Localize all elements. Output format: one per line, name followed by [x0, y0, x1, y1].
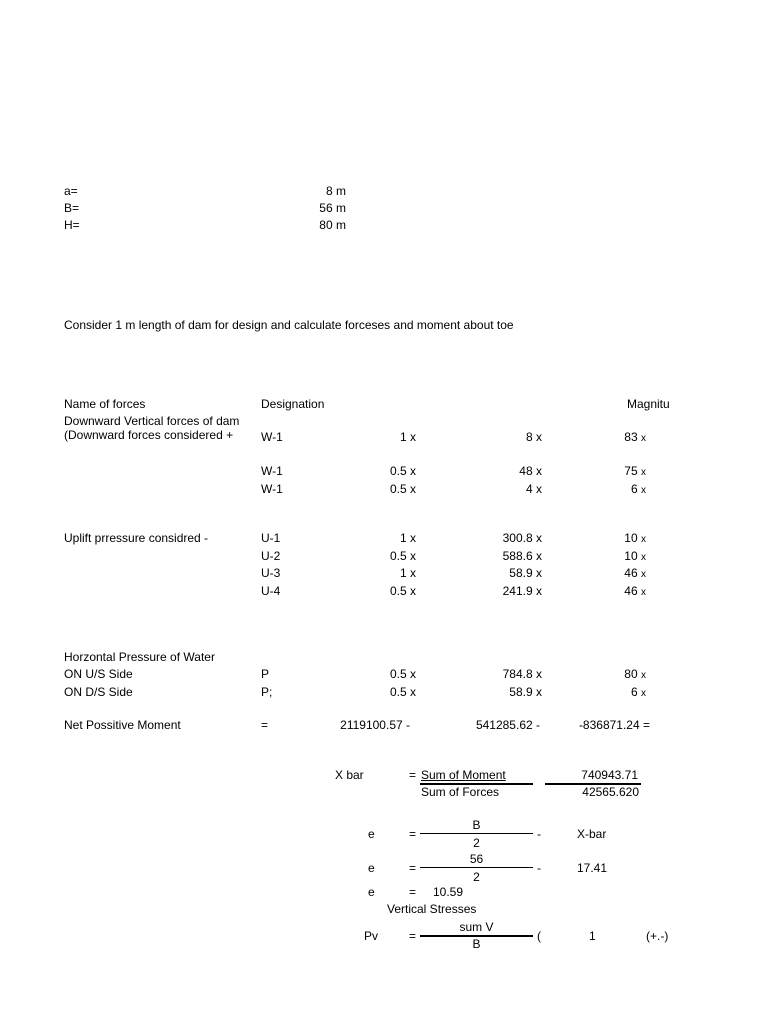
- value-cell: 58.9 x: [509, 685, 542, 699]
- xbar-eq: =: [409, 768, 417, 782]
- designation-cell: U-3: [261, 566, 281, 580]
- net-moment-v1: 2119100.57 -: [340, 718, 410, 732]
- e2-numerator: 56: [469, 852, 484, 866]
- uplift-label: Uplift prressure considred -: [64, 531, 209, 545]
- magnitude-cell: 6 x: [630, 685, 646, 699]
- param-label-b: B=: [64, 201, 80, 215]
- value-cell: 58.9 x: [509, 566, 542, 580]
- horizontal-label: Horzontal Pressure of Water: [64, 650, 215, 664]
- coef-cell: 0.5 x: [389, 667, 416, 681]
- value-cell: 784.8 x: [502, 667, 542, 681]
- xbar-numerator-value: 740943.71: [581, 768, 638, 782]
- xbar-numerator-text: Sum of Moment: [421, 768, 506, 782]
- value-cell: 48 x: [519, 464, 542, 478]
- value-cell: 241.9 x: [502, 584, 542, 598]
- designation-cell: W-1: [261, 464, 283, 478]
- magnitude-cell: 46 x: [624, 584, 646, 598]
- xbar-denominator-value: 42565.620: [582, 785, 639, 799]
- designation-cell: W-1: [261, 482, 283, 496]
- coef-cell: 0.5 x: [389, 549, 416, 563]
- net-moment-eq: =: [261, 718, 269, 732]
- net-moment-v2: 541285.62 -: [475, 718, 540, 732]
- param-value-h: 80 m: [319, 218, 346, 232]
- pv-eq: =: [409, 929, 417, 943]
- coef-cell: 1 x: [399, 531, 416, 545]
- coef-cell: 1 x: [399, 566, 416, 580]
- designation-cell: P: [261, 667, 270, 681]
- e3-label: e: [368, 885, 375, 899]
- value-cell: 4 x: [525, 482, 542, 496]
- consider-text: Consider 1 m length of dam for design and calculate forceses and moment about toe: [64, 318, 514, 332]
- pv-denominator: B: [472, 937, 481, 951]
- downward-label: Downward Vertical forces of dam: [64, 414, 240, 428]
- vertical-stresses-title: Vertical Stresses: [387, 902, 477, 916]
- magnitude-cell: 80 x: [624, 667, 646, 681]
- magnitude-cell: 75 x: [624, 464, 646, 478]
- designation-cell: P;: [261, 685, 273, 699]
- xbar-label: X bar: [335, 768, 364, 782]
- magnitude-cell: 10 x: [624, 531, 646, 545]
- designation-cell: U-2: [261, 549, 281, 563]
- pv-one: 1: [589, 929, 596, 943]
- param-label-h: H=: [64, 218, 80, 232]
- coef-cell: 0.5 x: [389, 584, 416, 598]
- designation-cell: W-1: [261, 430, 283, 444]
- coef-cell: 0.5 x: [389, 482, 416, 496]
- param-value-b: 56 m: [319, 201, 346, 215]
- e2-denominator: 2: [473, 870, 480, 884]
- pv-label: Pv: [364, 929, 379, 943]
- coef-cell: 0.5 x: [389, 685, 416, 699]
- e1-fraction-line: [420, 833, 533, 834]
- e3-value: 10.59: [433, 885, 464, 899]
- e1-numerator: B: [472, 818, 481, 832]
- e2-fraction-line: [420, 867, 533, 868]
- e3-eq: =: [409, 885, 417, 899]
- us-side-label: ON U/S Side: [64, 667, 133, 681]
- header-designation: Designation: [261, 397, 325, 411]
- header-magnitude: Magnitu: [627, 397, 670, 411]
- e2-minus: -: [537, 861, 541, 875]
- downward-sign-note: (Downward forces considered +: [64, 428, 234, 442]
- pv-numerator: sum V: [459, 920, 494, 934]
- param-value-a: 8 m: [325, 184, 346, 198]
- designation-cell: U-4: [261, 584, 281, 598]
- e2-eq: =: [409, 861, 417, 875]
- e2-label: e: [368, 861, 375, 875]
- magnitude-cell: 83 x: [624, 430, 646, 444]
- pv-open-paren: (: [537, 929, 541, 943]
- e1-minus: -: [537, 827, 541, 841]
- e2-rhs: 17.41: [577, 861, 608, 875]
- param-label-a: a=: [64, 184, 78, 198]
- header-name-of-forces: Name of forces: [64, 397, 146, 411]
- magnitude-cell: 6 x: [630, 482, 646, 496]
- value-cell: 300.8 x: [502, 531, 542, 545]
- magnitude-cell: 10 x: [624, 549, 646, 563]
- magnitude-cell: 46 x: [624, 566, 646, 580]
- e1-eq: =: [409, 827, 417, 841]
- coef-cell: 1 x: [399, 430, 416, 444]
- designation-cell: U-1: [261, 531, 281, 545]
- coef-cell: 0.5 x: [389, 464, 416, 478]
- e1-rhs: X-bar: [577, 827, 607, 841]
- e1-denominator: 2: [473, 836, 480, 850]
- e1-label: e: [368, 827, 375, 841]
- ds-side-label: ON D/S Side: [64, 685, 133, 699]
- net-moment-v3: -836871.24 =: [578, 718, 650, 732]
- net-moment-label: Net Possitive Moment: [64, 718, 181, 732]
- xbar-denominator-text: Sum of Forces: [421, 785, 500, 799]
- value-cell: 8 x: [525, 430, 542, 444]
- value-cell: 588.6 x: [502, 549, 542, 563]
- pv-plus-minus: (+.-): [646, 929, 669, 943]
